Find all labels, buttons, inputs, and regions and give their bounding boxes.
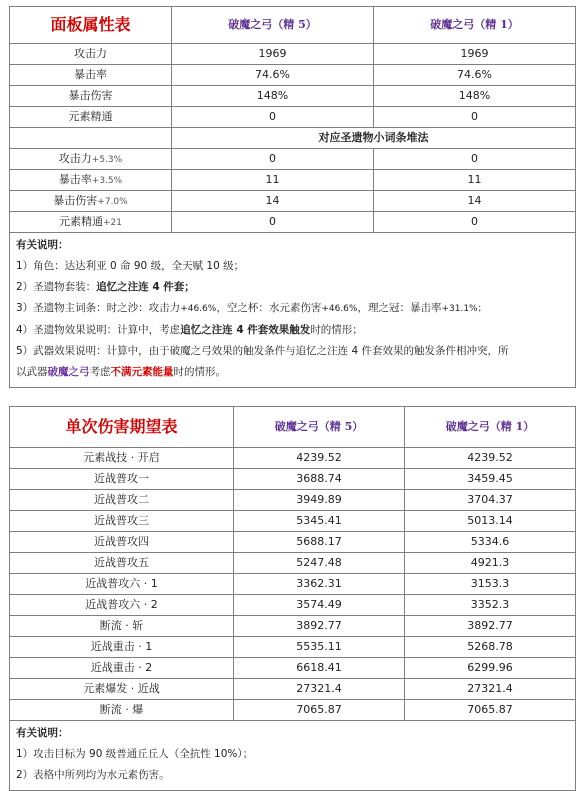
damage-value: 6299.96 bbox=[405, 658, 576, 679]
panel-col-header-refine1: 破魔之弓（精 1） bbox=[374, 7, 576, 44]
skill-label: 断流 · 爆 bbox=[10, 700, 234, 721]
damage-expectation-table bbox=[9, 406, 576, 791]
table-row bbox=[10, 490, 576, 511]
table-row bbox=[10, 616, 576, 637]
stat-label: 攻击力 bbox=[10, 44, 172, 65]
damage-value: 3459.45 bbox=[405, 469, 576, 490]
damage-value: 5268.78 bbox=[405, 637, 576, 658]
notes-row bbox=[10, 721, 576, 791]
note-line-1: 1）攻击目标为 90 级普通丘丘人（全抗性 10%）； bbox=[16, 748, 254, 760]
note-value: +31.1%； bbox=[441, 304, 487, 314]
highlight-text: 不满元素能量 bbox=[110, 366, 174, 378]
substat-value: 0 bbox=[172, 212, 374, 233]
note-value: +46.6% bbox=[180, 304, 217, 314]
stat-label: 暴击率 bbox=[10, 65, 172, 86]
panel-notes bbox=[10, 233, 576, 388]
note-line-5: 5）武器效果说明：计算中，由于破魔之弓效果的触发条件与追忆之注连 4 件套效果的触发条件相冲突，所 bbox=[16, 345, 509, 357]
note-bold-text: 追忆之注连 4 件套； bbox=[96, 281, 195, 293]
damage-value: 5535.11 bbox=[234, 637, 405, 658]
damage-value: 4921.3 bbox=[405, 553, 576, 574]
substat-name: 暴击伤害 bbox=[53, 193, 98, 207]
skill-label: 近战重击 · 1 bbox=[10, 637, 234, 658]
damage-value: 27321.4 bbox=[405, 679, 576, 700]
skill-label: 近战普攻五 bbox=[10, 553, 234, 574]
table-row bbox=[10, 700, 576, 721]
table-row bbox=[10, 511, 576, 532]
substat-subheader-row bbox=[10, 128, 576, 149]
stat-value: 0 bbox=[374, 107, 576, 128]
substat-value: 11 bbox=[172, 170, 374, 191]
damage-value: 3574.49 bbox=[234, 595, 405, 616]
substat-value: 0 bbox=[172, 149, 374, 170]
stat-label: 暴击伤害 bbox=[10, 86, 172, 107]
damage-value: 3892.77 bbox=[405, 616, 576, 637]
substat-name: 攻击力 bbox=[58, 151, 92, 165]
damage-value: 3352.3 bbox=[405, 595, 576, 616]
note-text: 4）圣遗物效果说明：计算中，考虑 bbox=[16, 324, 181, 336]
substat-value: 14 bbox=[172, 191, 374, 212]
weapon-name: 破魔之弓 bbox=[47, 366, 90, 378]
note-line-3 bbox=[16, 298, 569, 320]
damage-value: 5334.6 bbox=[405, 532, 576, 553]
skill-label: 近战普攻四 bbox=[10, 532, 234, 553]
substat-subheader: 对应圣遗物小词条堆法 bbox=[172, 128, 576, 149]
panel-title: 面板属性表 bbox=[10, 7, 172, 44]
note-text: 3）圣遗物主词条：时之沙：攻击力 bbox=[16, 302, 181, 314]
substat-value: 0 bbox=[374, 149, 576, 170]
panel-col-header-refine5: 破魔之弓（精 5） bbox=[172, 7, 374, 44]
table-row bbox=[10, 637, 576, 658]
note-line-2: 2）表格中所列均为水元素伤害。 bbox=[16, 769, 170, 781]
note-text: 时的情形。 bbox=[173, 366, 226, 378]
table-row bbox=[10, 149, 576, 170]
stat-label: 元素精通 bbox=[10, 107, 172, 128]
skill-label: 近战普攻一 bbox=[10, 469, 234, 490]
table-row bbox=[10, 191, 576, 212]
substat-label bbox=[10, 191, 172, 212]
substat-value: 0 bbox=[374, 212, 576, 233]
damage-col-header-refine1: 破魔之弓（精 1） bbox=[405, 407, 576, 448]
damage-value: 27321.4 bbox=[234, 679, 405, 700]
substat-bonus: +5.3% bbox=[91, 154, 123, 165]
substat-name: 元素精通 bbox=[59, 214, 103, 228]
note-bold-text: 追忆之注连 4 件套效果触发 bbox=[180, 324, 311, 336]
skill-label: 近战普攻六 · 1 bbox=[10, 574, 234, 595]
note-line-2 bbox=[16, 277, 569, 298]
note-line-5-cont bbox=[16, 362, 569, 383]
panel-header-row bbox=[10, 7, 576, 44]
skill-label: 断流 · 斩 bbox=[10, 616, 234, 637]
damage-value: 3949.89 bbox=[234, 490, 405, 511]
skill-label: 元素爆发 · 近战 bbox=[10, 679, 234, 700]
substat-bonus: +3.5% bbox=[91, 175, 123, 186]
substat-name: 暴击率 bbox=[58, 172, 92, 186]
damage-value: 6618.41 bbox=[234, 658, 405, 679]
damage-value: 5688.17 bbox=[234, 532, 405, 553]
skill-label: 近战重击 · 2 bbox=[10, 658, 234, 679]
note-text: 考虑 bbox=[89, 366, 111, 378]
damage-value: 4239.52 bbox=[234, 448, 405, 469]
table-row bbox=[10, 532, 576, 553]
substat-value: 11 bbox=[374, 170, 576, 191]
table-row bbox=[10, 658, 576, 679]
table-row bbox=[10, 553, 576, 574]
damage-value: 3153.3 bbox=[405, 574, 576, 595]
stat-value: 148% bbox=[172, 86, 374, 107]
note-text: 以武器 bbox=[16, 366, 48, 378]
substat-label bbox=[10, 149, 172, 170]
skill-label: 近战普攻六 · 2 bbox=[10, 595, 234, 616]
table-row bbox=[10, 679, 576, 700]
damage-value: 5345.41 bbox=[234, 511, 405, 532]
damage-title: 单次伤害期望表 bbox=[10, 407, 234, 448]
substat-label bbox=[10, 212, 172, 233]
damage-value: 3704.37 bbox=[405, 490, 576, 511]
table-row bbox=[10, 212, 576, 233]
stat-value: 0 bbox=[172, 107, 374, 128]
stat-value: 74.6% bbox=[374, 65, 576, 86]
table-row bbox=[10, 595, 576, 616]
note-line-4 bbox=[16, 320, 569, 341]
table-row bbox=[10, 170, 576, 191]
skill-label: 元素战技 · 开启 bbox=[10, 448, 234, 469]
stat-value: 74.6% bbox=[172, 65, 374, 86]
note-text: 时的情形； bbox=[310, 324, 363, 336]
damage-value: 5247.48 bbox=[234, 553, 405, 574]
stat-value: 1969 bbox=[374, 44, 576, 65]
table-row bbox=[10, 469, 576, 490]
table-row bbox=[10, 107, 576, 128]
damage-notes bbox=[10, 721, 576, 791]
note-text: ，空之杯：水元素伤害 bbox=[216, 302, 322, 314]
table-row bbox=[10, 574, 576, 595]
notes-heading: 有关说明： bbox=[16, 239, 69, 251]
note-value: +46.6% bbox=[321, 304, 358, 314]
note-line-1: 1）角色：达达利亚 0 命 90 级，全天赋 10 级； bbox=[16, 260, 245, 272]
panel-attributes-table bbox=[9, 6, 576, 388]
skill-label: 近战普攻三 bbox=[10, 511, 234, 532]
skill-label: 近战普攻二 bbox=[10, 490, 234, 511]
stat-value: 1969 bbox=[172, 44, 374, 65]
table-row bbox=[10, 44, 576, 65]
table-row bbox=[10, 65, 576, 86]
subheader-empty-cell bbox=[10, 128, 172, 149]
damage-value: 3892.77 bbox=[234, 616, 405, 637]
damage-value: 4239.52 bbox=[405, 448, 576, 469]
note-text: 2）圣遗物套装： bbox=[16, 281, 97, 293]
damage-value: 7065.87 bbox=[234, 700, 405, 721]
substat-bonus: +7.0% bbox=[97, 196, 128, 207]
substat-bonus: +21 bbox=[103, 217, 122, 228]
substat-value: 14 bbox=[374, 191, 576, 212]
damage-value: 3362.31 bbox=[234, 574, 405, 595]
notes-row bbox=[10, 233, 576, 388]
table-row bbox=[10, 448, 576, 469]
damage-col-header-refine5: 破魔之弓（精 5） bbox=[234, 407, 405, 448]
stat-value: 148% bbox=[374, 86, 576, 107]
damage-value: 7065.87 bbox=[405, 700, 576, 721]
damage-value: 5013.14 bbox=[405, 511, 576, 532]
damage-value: 3688.74 bbox=[234, 469, 405, 490]
damage-header-row bbox=[10, 407, 576, 448]
substat-label bbox=[10, 170, 172, 191]
note-text: ，理之冠：暴击率 bbox=[357, 302, 442, 314]
table-row bbox=[10, 86, 576, 107]
notes-heading: 有关说明： bbox=[16, 727, 69, 739]
